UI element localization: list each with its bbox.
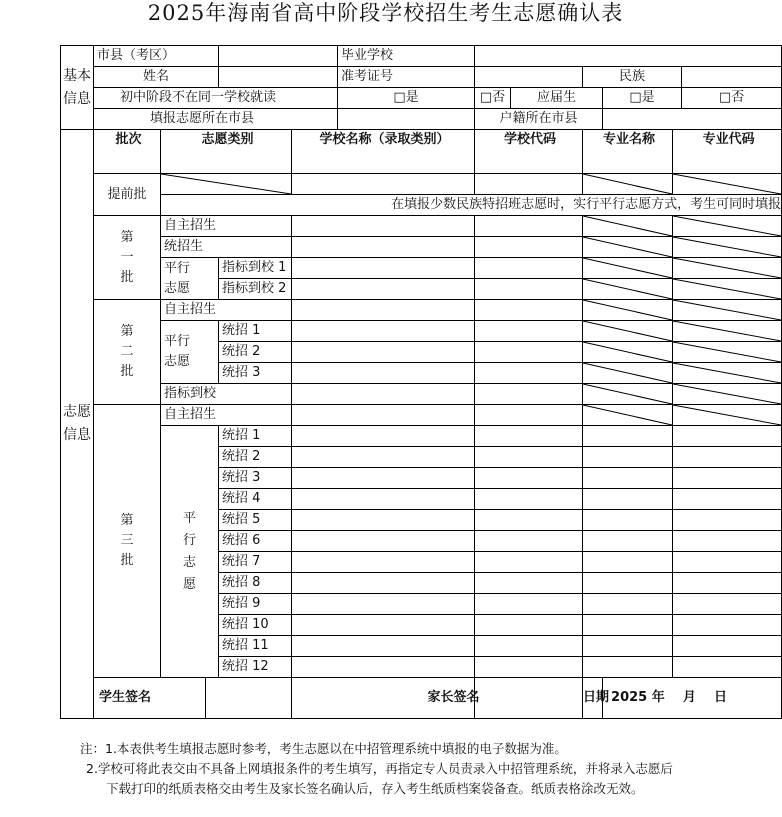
slash-cell <box>583 321 673 342</box>
school-code-field[interactable] <box>475 300 583 321</box>
slash-cell <box>583 384 673 405</box>
slash-cell <box>673 279 782 300</box>
major-code-field[interactable] <box>673 615 782 636</box>
school-code-field[interactable] <box>475 447 583 468</box>
name-field[interactable] <box>219 67 338 88</box>
school-code-field[interactable] <box>475 174 583 195</box>
county-label: 市县（考区） <box>94 46 219 67</box>
major-field[interactable] <box>583 636 673 657</box>
school-field[interactable] <box>292 426 475 447</box>
school-field[interactable] <box>292 636 475 657</box>
batch2-label: 第 二 批 <box>94 300 161 405</box>
batch3-item: 统招 5 <box>219 510 292 531</box>
major-code-field[interactable] <box>673 489 782 510</box>
slash-cell <box>673 300 782 321</box>
county-field[interactable] <box>219 46 338 67</box>
major-code-field[interactable] <box>673 552 782 573</box>
student-signature-field[interactable] <box>206 678 292 719</box>
school-field[interactable] <box>292 258 475 279</box>
major-code-field[interactable] <box>673 510 782 531</box>
school-field[interactable] <box>292 489 475 510</box>
major-code-field[interactable] <box>673 447 782 468</box>
exam-no-label: 准考证号 <box>338 67 475 88</box>
not-same-school-label: 初中阶段不在同一学校就读 <box>94 88 338 109</box>
school-code-field[interactable] <box>475 258 583 279</box>
batch3-item: 统招 6 <box>219 531 292 552</box>
school-field[interactable] <box>292 657 475 678</box>
slash-cell <box>583 174 673 195</box>
school-code-field[interactable] <box>475 552 583 573</box>
school-field[interactable] <box>292 573 475 594</box>
batch3-item: 统招 10 <box>219 615 292 636</box>
school-code-field[interactable] <box>475 594 583 615</box>
batch3-item: 统招 7 <box>219 552 292 573</box>
batch3-parallel: 平 行 志 愿 <box>161 426 219 678</box>
major-code-field[interactable] <box>673 594 782 615</box>
header-major-code: 专业代码 <box>673 130 782 174</box>
slash-cell <box>583 237 673 258</box>
school-code-field[interactable] <box>475 573 583 594</box>
batch3-item: 统招 9 <box>219 594 292 615</box>
fresh-grad-yes[interactable]: □是 <box>603 88 682 109</box>
batch2-u2: 统招 2 <box>219 342 292 363</box>
school-code-field[interactable] <box>475 636 583 657</box>
school-code-field[interactable] <box>475 279 583 300</box>
header-type: 志愿类别 <box>161 130 292 174</box>
major-field[interactable] <box>583 552 673 573</box>
slash-cell <box>583 279 673 300</box>
slash-cell <box>673 258 782 279</box>
school-field[interactable] <box>292 237 475 258</box>
school-field[interactable] <box>292 300 475 321</box>
school-code-field[interactable] <box>475 489 583 510</box>
slash-cell <box>673 342 782 363</box>
major-field[interactable] <box>583 468 673 489</box>
hukou-city-label: 户籍所在市县 <box>475 109 603 130</box>
school-field[interactable] <box>292 174 475 195</box>
header-school: 学校名称（录取类别） <box>292 130 475 174</box>
school-code-field[interactable] <box>475 321 583 342</box>
slash-cell <box>583 363 673 384</box>
major-field[interactable] <box>583 531 673 552</box>
batch3-item: 统招 11 <box>219 636 292 657</box>
school-field[interactable] <box>292 510 475 531</box>
ethnicity-label: 民族 <box>583 67 682 88</box>
batch1-quota1: 指标到校 1 <box>219 258 292 279</box>
major-field[interactable] <box>583 573 673 594</box>
school-field[interactable] <box>292 321 475 342</box>
batch3-item: 统招 4 <box>219 489 292 510</box>
not-same-school-no[interactable]: □否 <box>475 88 511 109</box>
major-field[interactable] <box>583 615 673 636</box>
batch1-self: 自主招生 <box>161 216 292 237</box>
student-signature-label: 学生签名 <box>94 678 206 719</box>
student-signature-field-ext[interactable] <box>292 678 425 719</box>
school-field[interactable] <box>292 216 475 237</box>
header-batch: 批次 <box>94 130 161 174</box>
early-batch-label: 提前批 <box>94 174 161 216</box>
major-code-field[interactable] <box>673 426 782 447</box>
ethnicity-field[interactable] <box>682 67 782 88</box>
parent-signature-field[interactable] <box>475 678 583 719</box>
slash-cell <box>673 363 782 384</box>
apply-city-field[interactable] <box>338 109 475 130</box>
slash-cell <box>583 258 673 279</box>
slash-cell <box>583 300 673 321</box>
major-code-field[interactable] <box>673 468 782 489</box>
school-field[interactable] <box>292 405 475 426</box>
batch2-quota: 指标到校 <box>161 384 292 405</box>
batch2-u1: 统招 1 <box>219 321 292 342</box>
slash-cell <box>673 384 782 405</box>
school-field[interactable] <box>292 615 475 636</box>
school-code-field[interactable] <box>475 342 583 363</box>
school-code-field[interactable] <box>475 531 583 552</box>
batch1-label: 第 一 批 <box>94 216 161 300</box>
school-code-field[interactable] <box>475 384 583 405</box>
major-field[interactable] <box>583 594 673 615</box>
batch2-u3: 统招 3 <box>219 363 292 384</box>
header-school-code: 学校代码 <box>475 130 583 174</box>
batch1-parallel: 平行 志愿 <box>161 258 219 300</box>
major-field[interactable] <box>583 510 673 531</box>
volunteer-form-table <box>60 45 782 719</box>
slash-cell <box>673 405 782 426</box>
school-code-field[interactable] <box>475 657 583 678</box>
major-code-field[interactable] <box>673 531 782 552</box>
page-title: 2025年海南省高中阶段学校招生考生志愿确认表 <box>147 1 624 25</box>
note-2: 2.学校可将此表交由不具备上网填报条件的考生填写，再指定专人员责录入中招管理系统，并将录入志愿后下载打印的纸质表格交由考生及家长签名确认后，存入考生纸质档案袋备查。纸质表格涂改无效。 <box>86 761 673 796</box>
school-field[interactable] <box>292 594 475 615</box>
school-code-field[interactable] <box>475 363 583 384</box>
grad-school-field[interactable] <box>475 46 782 67</box>
school-code-field[interactable] <box>475 237 583 258</box>
batch1-unified: 统招生 <box>161 237 292 258</box>
batch3-label: 第 三 批 <box>94 405 161 678</box>
school-field[interactable] <box>292 384 475 405</box>
school-code-field[interactable] <box>475 216 583 237</box>
school-field[interactable] <box>292 447 475 468</box>
fresh-grad-label: 应届生 <box>511 88 603 109</box>
major-code-field[interactable] <box>673 657 782 678</box>
school-code-field[interactable] <box>475 405 583 426</box>
hukou-city-field[interactable] <box>603 109 782 130</box>
batch2-self: 自主招生 <box>161 300 292 321</box>
grad-school-label: 毕业学校 <box>338 46 475 67</box>
batch3-item: 统招 2 <box>219 447 292 468</box>
batch3-item: 统招 8 <box>219 573 292 594</box>
batch3-self: 自主招生 <box>161 405 292 426</box>
school-field[interactable] <box>292 342 475 363</box>
not-same-school-yes[interactable]: □是 <box>338 88 475 109</box>
major-field[interactable] <box>583 426 673 447</box>
date-value[interactable]: 2025 年 月 日 <box>603 678 782 719</box>
name-label: 姓名 <box>94 67 219 88</box>
header-major: 专业名称 <box>583 130 673 174</box>
school-code-field[interactable] <box>475 510 583 531</box>
slash-cell <box>673 174 782 195</box>
batch2-parallel: 平行 志愿 <box>161 321 219 384</box>
exam-no-field[interactable] <box>475 67 583 88</box>
school-code-field[interactable] <box>475 426 583 447</box>
major-field[interactable] <box>583 447 673 468</box>
school-field[interactable] <box>292 531 475 552</box>
slash-cell <box>673 237 782 258</box>
slash-cell <box>583 405 673 426</box>
apply-city-label: 填报志愿所在市县 <box>94 109 338 130</box>
basic-info-label: 基本信息 <box>61 46 94 130</box>
parent-signature-label: 家长签名 <box>425 678 475 719</box>
school-code-field[interactable] <box>475 468 583 489</box>
slash-cell <box>583 216 673 237</box>
fresh-grad-no[interactable]: □否 <box>682 88 782 109</box>
school-code-field[interactable] <box>475 615 583 636</box>
major-code-field[interactable] <box>673 573 782 594</box>
slash-cell <box>583 342 673 363</box>
note-1: 注：1.本表供考生填报志愿时参考，考生志愿以在中招管理系统中填报的电子数据为准。 <box>80 741 567 756</box>
school-field[interactable] <box>292 279 475 300</box>
major-field[interactable] <box>583 657 673 678</box>
batch3-item: 统招 12 <box>219 657 292 678</box>
school-field[interactable] <box>292 552 475 573</box>
date-label: 日期 <box>583 678 603 719</box>
batch1-quota2: 指标到校 2 <box>219 279 292 300</box>
batch3-item: 统招 1 <box>219 426 292 447</box>
school-field[interactable] <box>292 468 475 489</box>
volunteer-info-label: 志愿信息 <box>61 130 94 719</box>
major-code-field[interactable] <box>673 636 782 657</box>
early-batch-note: 在填报少数民族特招班志愿时，实行平行志愿方式，考生可同时填报 <box>161 195 782 216</box>
slash-cell <box>161 174 292 195</box>
slash-cell <box>673 216 782 237</box>
notes <box>80 739 680 799</box>
school-field[interactable] <box>292 363 475 384</box>
slash-cell <box>673 321 782 342</box>
major-field[interactable] <box>583 489 673 510</box>
batch3-item: 统招 3 <box>219 468 292 489</box>
